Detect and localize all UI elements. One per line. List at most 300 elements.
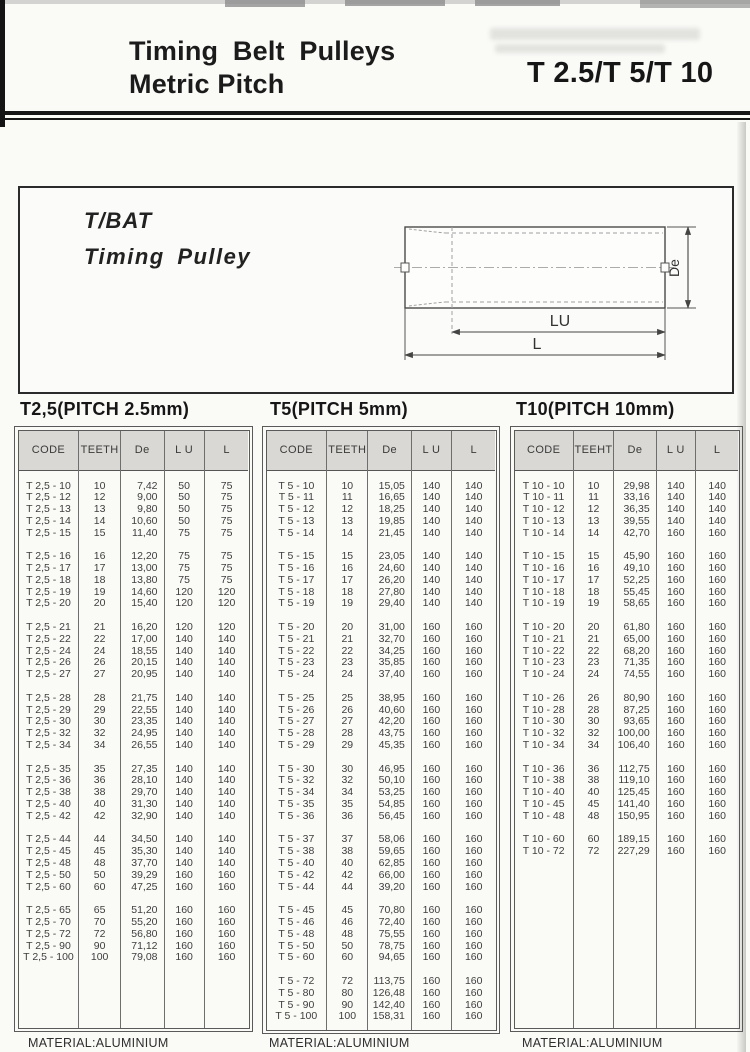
table-cell: T 2,5 - 30: [26, 715, 71, 728]
table-cell: T 5 - 24: [278, 668, 315, 681]
table-cell: T 5 - 21: [278, 632, 315, 645]
table-cell: 14: [93, 514, 106, 527]
t25-table: [14, 426, 253, 1032]
table-cell: 160: [422, 868, 441, 881]
table-cell: T 5 - 27: [278, 715, 315, 728]
dim-label-de: De: [666, 259, 682, 277]
table-cell: 75: [220, 526, 233, 539]
table-cell: T 5 - 22: [278, 644, 315, 657]
table-cell: T 2,5 - 42: [26, 809, 71, 822]
table-cell: 42,70: [623, 526, 650, 539]
table-cell: 160: [422, 809, 441, 822]
table-cell: 140: [175, 786, 193, 799]
table-cell: 140: [464, 491, 483, 504]
table-cell: 17: [587, 573, 600, 586]
table-cell: 160: [708, 597, 726, 610]
table-cell: 75: [220, 514, 233, 527]
table-cell: T 2,5 - 90: [26, 939, 71, 952]
table-cell: 160: [464, 1010, 483, 1023]
table-cell: T 5 - 19: [278, 597, 315, 610]
table-cell: 23: [587, 656, 600, 669]
table-cell: 160: [422, 951, 441, 964]
table-cell: T 2,5 - 13: [26, 503, 71, 516]
t5-table: [262, 426, 500, 1034]
table-cell: 160: [175, 939, 193, 952]
table-cell: 160: [464, 809, 483, 822]
column-header: TEETH: [327, 431, 367, 471]
table-cell: 21: [341, 632, 354, 645]
table-cell: 140: [217, 668, 236, 681]
table-cell: T 5 - 25: [278, 691, 315, 704]
material-note-t25: MATERIAL:ALUMINIUM: [28, 1036, 169, 1050]
table-cell: 52,25: [623, 573, 650, 586]
table-cell: 160: [464, 762, 483, 775]
table-cell: 11: [341, 491, 353, 504]
table-cell: T 10 - 17: [522, 573, 565, 586]
table-cell: 120: [175, 585, 193, 598]
table-cell: 160: [422, 857, 441, 869]
table-cell: 140: [217, 786, 236, 799]
table-cell: 160: [422, 915, 441, 928]
table-cell: T 5 - 11: [278, 491, 314, 504]
table-cell: 22: [93, 632, 106, 645]
table-cell: 140: [708, 503, 726, 516]
table-cell: 160: [422, 632, 441, 645]
table-cell: 160: [464, 857, 483, 869]
group-gap: [79, 752, 119, 764]
table-cell: 160: [422, 774, 441, 787]
table-cell: 55,20: [131, 915, 158, 928]
table-cell: 18,55: [131, 644, 158, 657]
table-cell: 15,40: [131, 597, 158, 610]
scan-artifact: [640, 0, 750, 8]
table-cell: 12: [93, 491, 106, 504]
table-cell: T 5 - 16: [278, 562, 315, 575]
table-cell: 16,20: [131, 621, 158, 634]
table-column: [368, 431, 412, 1030]
table-cell: 227,29: [617, 845, 650, 858]
table-cell: 43,75: [378, 727, 405, 740]
table-cell: 23,05: [378, 550, 405, 563]
section-title-t25: T2,5(PITCH 2.5mm): [20, 399, 190, 419]
table-cell: 34: [341, 786, 354, 799]
table-cell: T 2,5 - 45: [26, 845, 71, 858]
table-cell: 160: [422, 715, 441, 728]
series-title: T 2.5/T 5/T 10: [527, 57, 714, 89]
table-cell: 40: [587, 786, 600, 799]
table-cell: 50,10: [378, 774, 405, 787]
group-gap: [121, 752, 164, 764]
table-cell: T 10 - 45: [522, 798, 565, 811]
section-title-t5: T5(PITCH 5mm): [270, 399, 408, 419]
table-cell: T 2,5 - 38: [26, 786, 71, 799]
table-cell: 75: [178, 573, 190, 586]
table-cell: 120: [217, 585, 236, 598]
table-cell: 20: [587, 621, 600, 634]
table-cell: 12: [341, 503, 354, 516]
table-cell: 19,85: [378, 514, 405, 527]
table-cell: 93,65: [623, 715, 650, 728]
table-cell: 140: [175, 762, 193, 775]
table-column: [79, 431, 120, 1028]
group-gap: [165, 752, 204, 764]
table-cell: 140: [464, 479, 483, 492]
table-cell: 140: [422, 550, 441, 563]
table-cell: 140: [217, 727, 236, 740]
table-cell: T 2,5 - 32: [26, 727, 71, 740]
table-cell: T 10 - 23: [522, 656, 565, 669]
material-note-t10: MATERIAL:ALUMINIUM: [522, 1036, 663, 1050]
table-cell: 160: [422, 703, 441, 716]
table-cell: 42: [341, 868, 354, 881]
table-cell: 140: [175, 739, 193, 752]
divider-rule-thick: [0, 111, 750, 115]
table-cell: 120: [217, 621, 236, 634]
table-cell: 140: [217, 691, 236, 704]
table-cell: 33,16: [623, 491, 650, 504]
table-cell: T 2,5 - 44: [26, 833, 71, 846]
table-cell: 140: [667, 503, 685, 516]
table-cell: 160: [667, 597, 685, 610]
dim-label-lu: LU: [549, 313, 571, 330]
table-cell: 160: [667, 562, 685, 575]
table-cell: 34,25: [378, 644, 405, 657]
table-cell: 22,55: [131, 703, 158, 716]
table-cell: 160: [422, 762, 441, 775]
table-cell: T 5 - 100: [275, 1010, 318, 1023]
column-header: L U: [412, 431, 451, 471]
table-cell: 140: [422, 562, 441, 575]
table-cell: 27: [341, 715, 354, 728]
table-cell: 160: [464, 715, 483, 728]
table-cell: 160: [708, 644, 726, 657]
table-cell: 56,45: [378, 809, 405, 822]
table-cell: 140: [422, 514, 441, 527]
table-cell: 10: [93, 479, 106, 492]
table-cell: T 5 - 80: [278, 986, 315, 999]
table-cell: T 2,5 - 14: [26, 514, 71, 527]
table-cell: 140: [175, 774, 193, 787]
table-cell: 27,80: [378, 585, 405, 598]
table-cell: 160: [422, 786, 441, 799]
table-cell: 44: [93, 833, 106, 846]
table-cell: 29,40: [378, 597, 405, 610]
table-cell: 29: [341, 739, 354, 752]
table-cell: 113,75: [373, 974, 405, 987]
column-header: CODE: [267, 431, 327, 471]
table-cell: 28: [341, 727, 354, 740]
table-cell: 160: [667, 550, 685, 563]
table-cell: 160: [422, 656, 441, 669]
table-cell: 160: [422, 845, 441, 858]
table-cell: 160: [217, 927, 236, 940]
table-cell: T 5 - 17: [278, 573, 315, 586]
table-cell: 35,85: [378, 656, 405, 669]
table-cell: 27,35: [131, 762, 158, 775]
table-cell: 15: [93, 526, 106, 539]
table-cell: 160: [667, 798, 685, 811]
table-cell: 160: [422, 727, 441, 740]
table-cell: T 2,5 - 34: [26, 739, 71, 752]
table-cell: T 10 - 12: [522, 503, 565, 516]
table-cell: 140: [464, 573, 483, 586]
table-cell: 160: [667, 656, 685, 669]
table-cell: 160: [708, 845, 726, 858]
table-cell: T 10 - 24: [522, 668, 565, 681]
table-cell: 39,20: [378, 880, 405, 893]
table-cell: 160: [175, 927, 193, 940]
table-cell: 140: [175, 691, 193, 704]
table-cell: 140: [217, 833, 236, 846]
table-cell: 46: [341, 915, 354, 928]
table-cell: 140: [217, 656, 236, 669]
table-cell: T 5 - 14: [278, 526, 315, 539]
table-cell: 75: [220, 479, 233, 492]
table-cell: 51,20: [131, 904, 158, 917]
table-cell: 30: [93, 715, 106, 728]
table-cell: 71,35: [623, 656, 650, 669]
t5-table-grid: [266, 430, 497, 1031]
table-cell: 72: [341, 974, 354, 987]
table-cell: 160: [464, 915, 483, 928]
table-cell: 62,85: [378, 857, 405, 869]
column-header: CODE: [515, 431, 573, 471]
table-cell: 13,00: [131, 562, 158, 575]
table-cell: 160: [667, 845, 685, 858]
table-cell: T 10 - 60: [522, 833, 565, 846]
table-cell: 160: [464, 998, 483, 1011]
table-cell: 160: [464, 644, 483, 657]
table-cell: 160: [422, 833, 441, 846]
table-cell: T 2,5 - 60: [26, 880, 71, 893]
table-cell: 160: [464, 798, 483, 811]
table-cell: 13: [341, 514, 354, 527]
table-cell: T 5 - 42: [278, 868, 315, 881]
table-cell: T 2,5 - 21: [26, 621, 71, 634]
table-cell: 160: [708, 585, 726, 598]
table-cell: T 5 - 30: [278, 762, 315, 775]
table-cell: T 5 - 45: [278, 904, 315, 917]
table-cell: 10: [587, 479, 600, 492]
table-cell: 15: [587, 550, 600, 563]
table-cell: T 5 - 72: [278, 974, 315, 987]
table-cell: 160: [175, 951, 193, 964]
column-header: TEEHT: [574, 431, 613, 471]
table-cell: 160: [708, 621, 726, 634]
table-cell: 15: [341, 550, 354, 563]
table-cell: 24: [341, 668, 354, 681]
column-header: De: [368, 431, 411, 471]
table-cell: 140: [217, 809, 236, 822]
table-cell: 160: [708, 833, 726, 846]
table-cell: T 5 - 26: [278, 703, 315, 716]
scan-artifact: [345, 0, 445, 6]
table-cell: 160: [667, 762, 685, 775]
table-cell: 140: [422, 585, 441, 598]
table-column: [657, 431, 696, 1028]
table-cell: T 10 - 30: [522, 715, 565, 728]
table-cell: 160: [464, 939, 483, 952]
table-cell: 160: [464, 656, 483, 669]
table-cell: 75: [178, 550, 190, 563]
table-cell: 160: [708, 632, 726, 645]
dim-label-l: L: [532, 336, 542, 353]
group-gap: [657, 752, 695, 764]
table-cell: 35: [93, 762, 106, 775]
table-cell: 15,05: [378, 479, 405, 492]
table-cell: 50: [178, 514, 190, 527]
table-cell: 24: [93, 644, 106, 657]
table-cell: 26,55: [131, 739, 158, 752]
table-cell: 140: [175, 644, 193, 657]
table-cell: 19: [341, 597, 354, 610]
table-cell: 68,20: [623, 644, 650, 657]
table-cell: T 10 - 14: [522, 526, 565, 539]
table-cell: 160: [217, 915, 236, 928]
table-cell: T 2,5 - 27: [26, 668, 71, 681]
table-cell: 18: [587, 585, 600, 598]
table-cell: 160: [667, 585, 685, 598]
table-cell: 160: [464, 668, 483, 681]
table-cell: 10: [341, 479, 354, 492]
table-cell: 140: [217, 762, 236, 775]
table-cell: 160: [464, 621, 483, 634]
table-cell: 39,55: [623, 514, 650, 527]
table-cell: 32: [93, 727, 106, 740]
table-cell: 42,20: [378, 715, 405, 728]
table-column: [515, 431, 574, 1028]
table-cell: T 10 - 10: [522, 479, 565, 492]
table-cell: 160: [667, 833, 685, 846]
table-cell: 42: [93, 809, 106, 822]
table-cell: 23: [341, 656, 354, 669]
table-column: [452, 431, 496, 1030]
table-cell: T 2,5 - 40: [26, 798, 71, 811]
table-cell: 18: [93, 573, 106, 586]
table-cell: 160: [667, 621, 685, 634]
table-cell: 60: [587, 833, 600, 846]
table-cell: 140: [175, 656, 193, 669]
table-cell: 140: [464, 526, 483, 539]
table-cell: 13: [93, 503, 106, 516]
t25-table-grid: [18, 430, 250, 1029]
table-cell: 160: [708, 774, 726, 787]
table-cell: T 5 - 13: [278, 514, 315, 527]
scan-artifact: [225, 0, 305, 7]
table-cell: 160: [422, 927, 441, 940]
table-cell: T 10 - 28: [522, 703, 565, 716]
table-cell: T 5 - 23: [278, 656, 315, 669]
table-cell: 160: [464, 833, 483, 846]
table-cell: 140: [217, 798, 236, 811]
table-cell: T 5 - 10: [278, 479, 315, 492]
table-cell: T 5 - 90: [278, 998, 315, 1011]
table-cell: 160: [667, 632, 685, 645]
table-cell: 32: [587, 727, 600, 740]
table-cell: 29,98: [623, 479, 650, 492]
table-cell: 160: [422, 986, 441, 999]
table-cell: 140: [464, 514, 483, 527]
table-cell: 28: [93, 691, 106, 704]
table-cell: 112,75: [618, 762, 650, 775]
table-cell: 160: [464, 786, 483, 799]
group-gap: [368, 752, 411, 764]
column-header: CODE: [19, 431, 79, 471]
table-cell: 24: [587, 668, 600, 681]
scan-edge-bar: [0, 0, 5, 127]
table-cell: 125,45: [617, 786, 650, 799]
table-cell: 120: [175, 597, 193, 610]
table-cell: T 2,5 - 48: [26, 857, 71, 869]
table-cell: 14: [587, 526, 600, 539]
table-cell: 160: [464, 691, 483, 704]
table-cell: 120: [175, 621, 193, 634]
table-cell: 160: [667, 526, 685, 539]
page-title-line1: Timing Belt Pulleys: [129, 36, 396, 66]
table-cell: T 5 - 35: [278, 798, 315, 811]
table-cell: 140: [422, 597, 441, 610]
table-cell: 87,25: [623, 703, 650, 716]
table-cell: 9,80: [137, 503, 158, 516]
table-cell: 79,08: [131, 951, 158, 964]
table-cell: 160: [175, 880, 193, 893]
table-cell: T 2,5 - 28: [26, 691, 71, 704]
table-column: [267, 431, 328, 1030]
table-cell: 32: [341, 774, 354, 787]
table-cell: T 5 - 18: [278, 585, 315, 598]
table-cell: 160: [708, 526, 726, 539]
column-header: L: [205, 431, 249, 471]
table-cell: 160: [708, 762, 726, 775]
table-cell: 17: [93, 562, 106, 575]
table-cell: 47,25: [131, 880, 158, 893]
table-cell: 160: [464, 868, 483, 881]
table-cell: 39,29: [131, 868, 158, 881]
table-cell: 140: [464, 597, 483, 610]
table-cell: 24,60: [378, 562, 405, 575]
table-cell: 45: [587, 798, 600, 811]
table-cell: 80: [341, 986, 354, 999]
table-cell: T 5 - 50: [278, 939, 315, 952]
table-cell: 22: [341, 644, 354, 657]
table-cell: 160: [667, 786, 685, 799]
column-header: De: [121, 431, 164, 471]
table-cell: 11,40: [132, 526, 158, 539]
table-cell: 189,15: [617, 833, 650, 846]
table-cell: 21,75: [131, 691, 158, 704]
table-cell: 66,00: [378, 868, 405, 881]
table-column: [696, 431, 739, 1028]
column-header: TEETH: [79, 431, 119, 471]
table-cell: 34,50: [131, 833, 158, 846]
page-title-line2: Metric Pitch: [129, 69, 285, 99]
table-column: [165, 431, 205, 1028]
table-cell: 25: [341, 691, 354, 704]
table-cell: 13: [587, 514, 600, 527]
table-cell: 65: [93, 904, 106, 917]
table-cell: 29: [93, 703, 106, 716]
scan-artifact: [495, 44, 665, 53]
table-cell: 126,48: [372, 986, 405, 999]
table-cell: 23,35: [131, 715, 158, 728]
table-cell: 90: [341, 998, 354, 1011]
table-cell: 140: [708, 479, 726, 492]
table-cell: 40,60: [378, 703, 405, 716]
table-cell: 34: [587, 739, 600, 752]
table-cell: T 2,5 - 10: [26, 479, 71, 492]
table-cell: 140: [667, 514, 685, 527]
group-gap: [412, 752, 451, 764]
